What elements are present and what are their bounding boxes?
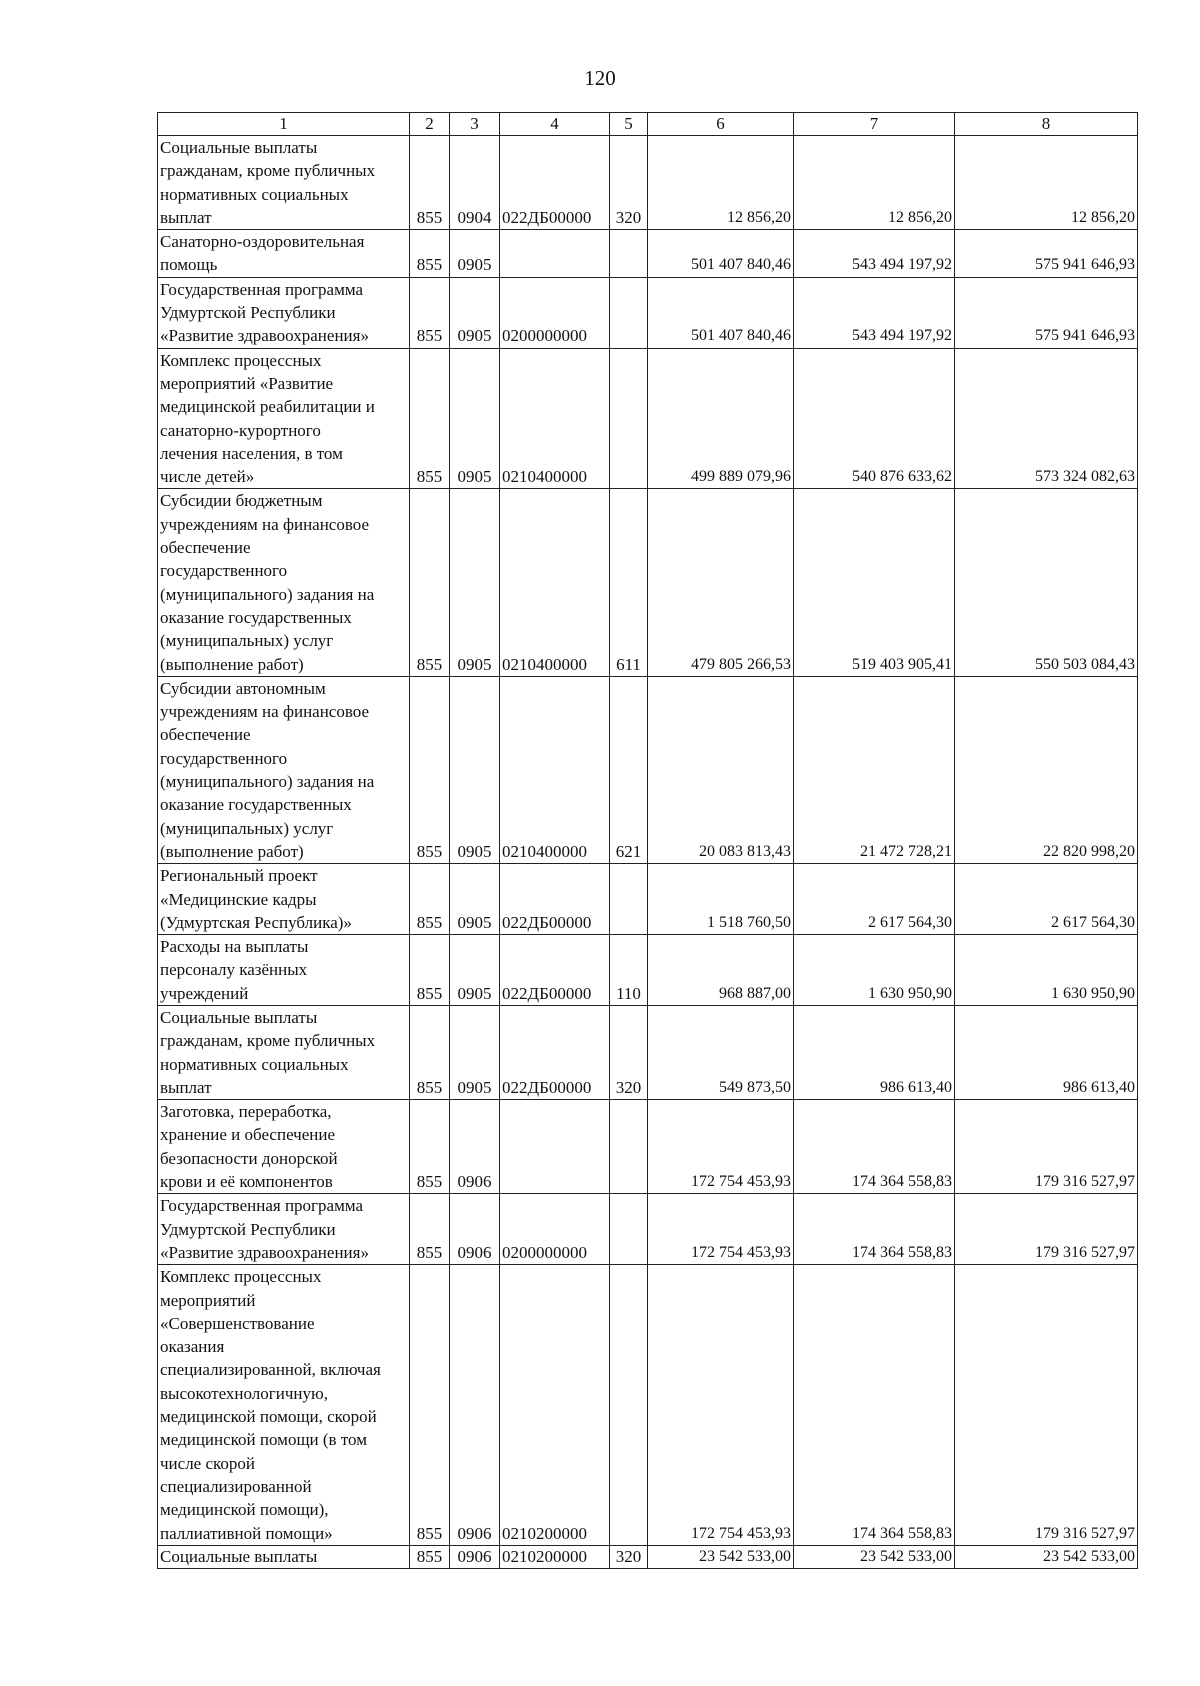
- amount-year-1: 12 856,20: [648, 136, 794, 230]
- amount-year-1: 549 873,50: [648, 1005, 794, 1099]
- table-row: [158, 676, 1138, 863]
- target-article-code: 022ДБ00000: [500, 136, 610, 230]
- amount-year-3: 575 941 646,93: [955, 230, 1138, 278]
- expense-type-code: 611: [610, 489, 648, 676]
- amount-year-3: 179 316 527,97: [955, 1265, 1138, 1546]
- grbs-code: 855: [410, 489, 450, 676]
- column-header: 8: [955, 113, 1138, 136]
- amount-year-3: 573 324 082,63: [955, 348, 1138, 489]
- section-code: 0906: [450, 1194, 500, 1265]
- amount-year-1: 20 083 813,43: [648, 676, 794, 863]
- expense-name: Социальные выплаты гражданам, кроме публичных нормативных социальных выплат: [158, 136, 410, 230]
- expense-name: Субсидии бюджетным учреждениям на финансовое обеспечение государственного (муниципального) задания на оказание государственных (муниципальных) услуг (выполнение работ): [158, 489, 410, 676]
- amount-year-2: 174 364 558,83: [794, 1194, 955, 1265]
- target-article-code: 0210200000: [500, 1265, 610, 1546]
- column-header: 7: [794, 113, 955, 136]
- table-row: [158, 1194, 1138, 1265]
- table-row: [158, 230, 1138, 278]
- target-article-code: 022ДБ00000: [500, 935, 610, 1006]
- table-row: [158, 1265, 1138, 1546]
- grbs-code: 855: [410, 1005, 450, 1099]
- expense-type-code: 320: [610, 136, 648, 230]
- amount-year-3: 12 856,20: [955, 136, 1138, 230]
- section-code: 0906: [450, 1265, 500, 1546]
- grbs-code: 855: [410, 1545, 450, 1568]
- grbs-code: 855: [410, 676, 450, 863]
- amount-year-1: 968 887,00: [648, 935, 794, 1006]
- section-code: 0905: [450, 1005, 500, 1099]
- grbs-code: 855: [410, 1194, 450, 1265]
- amount-year-1: 501 407 840,46: [648, 277, 794, 348]
- amount-year-2: 2 617 564,30: [794, 864, 955, 935]
- amount-year-2: 174 364 558,83: [794, 1265, 955, 1546]
- table-row: [158, 864, 1138, 935]
- amount-year-3: 2 617 564,30: [955, 864, 1138, 935]
- table-row: [158, 1100, 1138, 1194]
- column-header: 1: [158, 113, 410, 136]
- target-article-code: 0210400000: [500, 348, 610, 489]
- section-code: 0905: [450, 864, 500, 935]
- amount-year-3: 179 316 527,97: [955, 1194, 1138, 1265]
- expense-name: Санаторно-оздоровительная помощь: [158, 230, 410, 278]
- section-code: 0904: [450, 136, 500, 230]
- expense-type-code: [610, 1100, 648, 1194]
- grbs-code: 855: [410, 935, 450, 1006]
- amount-year-2: 23 542 533,00: [794, 1545, 955, 1568]
- grbs-code: 855: [410, 864, 450, 935]
- amount-year-2: 543 494 197,92: [794, 230, 955, 278]
- amount-year-2: 986 613,40: [794, 1005, 955, 1099]
- amount-year-3: 550 503 084,43: [955, 489, 1138, 676]
- amount-year-1: 172 754 453,93: [648, 1100, 794, 1194]
- target-article-code: 0210200000: [500, 1545, 610, 1568]
- expense-name: Государственная программа Удмуртской Республики «Развитие здравоохранения»: [158, 1194, 410, 1265]
- table-row: [158, 348, 1138, 489]
- amount-year-2: 540 876 633,62: [794, 348, 955, 489]
- amount-year-1: 23 542 533,00: [648, 1545, 794, 1568]
- expense-type-code: [610, 1265, 648, 1546]
- amount-year-2: 519 403 905,41: [794, 489, 955, 676]
- column-header: 2: [410, 113, 450, 136]
- amount-year-1: 1 518 760,50: [648, 864, 794, 935]
- grbs-code: 855: [410, 230, 450, 278]
- target-article-code: 022ДБ00000: [500, 864, 610, 935]
- expense-type-code: 621: [610, 676, 648, 863]
- target-article-code: 0210400000: [500, 676, 610, 863]
- target-article-code: [500, 1100, 610, 1194]
- target-article-code: 0200000000: [500, 1194, 610, 1265]
- table-row: [158, 489, 1138, 676]
- target-article-code: 0210400000: [500, 489, 610, 676]
- section-code: 0905: [450, 676, 500, 863]
- section-code: 0906: [450, 1545, 500, 1568]
- amount-year-1: 172 754 453,93: [648, 1194, 794, 1265]
- expense-name: Комплекс процессных мероприятий «Развитие медицинской реабилитации и санаторно-курортного лечения населения, в том числе детей»: [158, 348, 410, 489]
- expense-name: Субсидии автономным учреждениям на финансовое обеспечение государственного (муниципального) задания на оказание государственных (муниципальных) услуг (выполнение работ): [158, 676, 410, 863]
- amount-year-2: 174 364 558,83: [794, 1100, 955, 1194]
- expense-name: Расходы на выплаты персоналу казённых учреждений: [158, 935, 410, 1006]
- grbs-code: 855: [410, 1265, 450, 1546]
- section-code: 0905: [450, 348, 500, 489]
- column-number-header: [158, 113, 1138, 136]
- grbs-code: 855: [410, 277, 450, 348]
- expense-name: Комплекс процессных мероприятий «Совершенствование оказания специализированной, включая высокотехнологичную, медицинской помощи, скорой медицинской помощи (в том числе скорой специализированной медицинской помощи), паллиативной помощи»: [158, 1265, 410, 1546]
- table-row: [158, 1545, 1138, 1568]
- section-code: 0905: [450, 277, 500, 348]
- expense-name: Региональный проект «Медицинские кадры (Удмуртская Республика)»: [158, 864, 410, 935]
- expense-name: Социальные выплаты гражданам, кроме публичных нормативных социальных выплат: [158, 1005, 410, 1099]
- grbs-code: 855: [410, 1100, 450, 1194]
- table-row: [158, 277, 1138, 348]
- amount-year-3: 575 941 646,93: [955, 277, 1138, 348]
- expense-name: Социальные выплаты: [158, 1545, 410, 1568]
- budget-table: [157, 112, 1138, 1569]
- amount-year-3: 986 613,40: [955, 1005, 1138, 1099]
- amount-year-2: 21 472 728,21: [794, 676, 955, 863]
- column-header: 6: [648, 113, 794, 136]
- target-article-code: 0200000000: [500, 277, 610, 348]
- section-code: 0905: [450, 935, 500, 1006]
- amount-year-2: 1 630 950,90: [794, 935, 955, 1006]
- expense-type-code: 320: [610, 1545, 648, 1568]
- amount-year-2: 543 494 197,92: [794, 277, 955, 348]
- expense-type-code: 320: [610, 1005, 648, 1099]
- table-row: [158, 136, 1138, 230]
- expense-name: Государственная программа Удмуртской Республики «Развитие здравоохранения»: [158, 277, 410, 348]
- amount-year-1: 172 754 453,93: [648, 1265, 794, 1546]
- expense-type-code: [610, 348, 648, 489]
- grbs-code: 855: [410, 136, 450, 230]
- target-article-code: [500, 230, 610, 278]
- grbs-code: 855: [410, 348, 450, 489]
- section-code: 0905: [450, 230, 500, 278]
- expense-name: Заготовка, переработка, хранение и обеспечение безопасности донорской крови и её компонентов: [158, 1100, 410, 1194]
- section-code: 0906: [450, 1100, 500, 1194]
- expense-type-code: [610, 230, 648, 278]
- expense-type-code: [610, 864, 648, 935]
- expense-type-code: [610, 277, 648, 348]
- section-code: 0905: [450, 489, 500, 676]
- column-header: 4: [500, 113, 610, 136]
- target-article-code: 022ДБ00000: [500, 1005, 610, 1099]
- amount-year-3: 22 820 998,20: [955, 676, 1138, 863]
- table-row: [158, 935, 1138, 1006]
- table-row: [158, 1005, 1138, 1099]
- amount-year-1: 479 805 266,53: [648, 489, 794, 676]
- page-number: 120: [584, 66, 616, 90]
- amount-year-3: 23 542 533,00: [955, 1545, 1138, 1568]
- amount-year-2: 12 856,20: [794, 136, 955, 230]
- amount-year-1: 501 407 840,46: [648, 230, 794, 278]
- column-header: 3: [450, 113, 500, 136]
- expense-type-code: 110: [610, 935, 648, 1006]
- column-header: 5: [610, 113, 648, 136]
- amount-year-1: 499 889 079,96: [648, 348, 794, 489]
- amount-year-3: 179 316 527,97: [955, 1100, 1138, 1194]
- expense-type-code: [610, 1194, 648, 1265]
- amount-year-3: 1 630 950,90: [955, 935, 1138, 1006]
